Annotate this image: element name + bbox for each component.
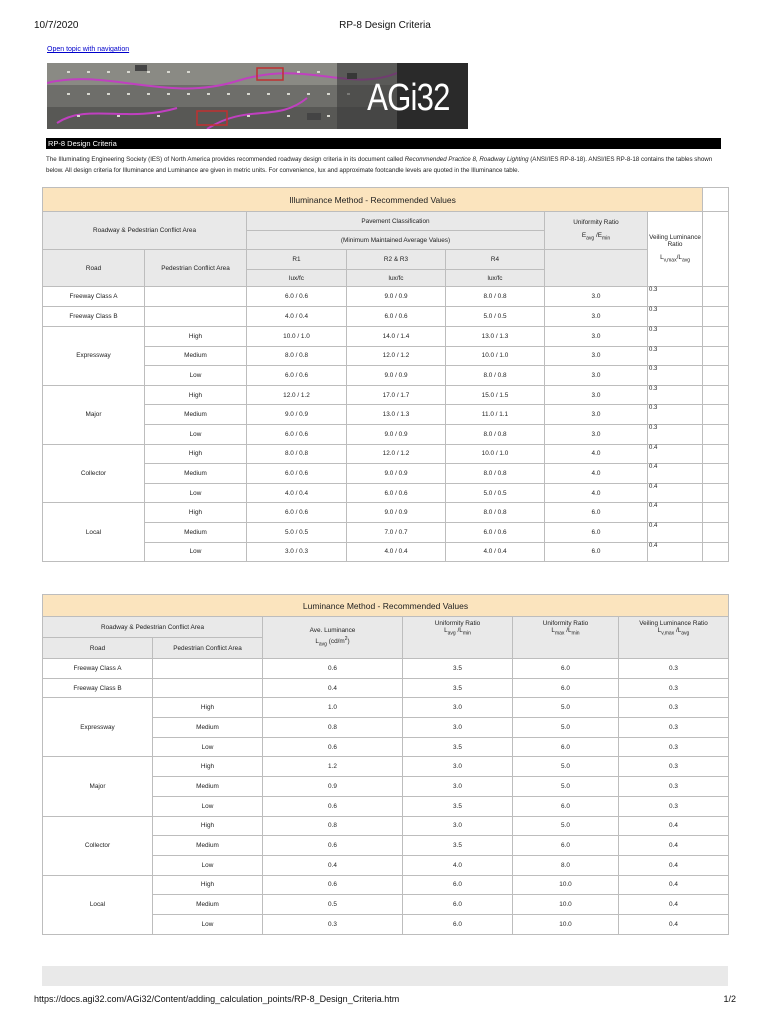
section-title-bar: RP-8 Design Criteria <box>46 138 721 149</box>
cell-u: 6.0 <box>545 542 648 562</box>
cell-v: 0.4 <box>648 542 703 562</box>
cell-r4: 4.0 / 0.4 <box>446 542 545 562</box>
cell-avg: 1.0 <box>263 698 403 718</box>
cell-road: Expressway <box>43 327 145 386</box>
lum-header-ped-conflict: Pedestrian Conflict Area <box>153 638 263 659</box>
table-pad-cell <box>703 483 729 503</box>
cell-v: 0.3 <box>648 327 703 347</box>
cell-u1: 4.0 <box>403 855 513 875</box>
cell-r1: 6.0 / 0.6 <box>247 503 347 523</box>
cell-u1: 3.0 <box>403 698 513 718</box>
cell-r23: 12.0 / 1.2 <box>347 346 446 366</box>
cell-v: 0.3 <box>648 307 703 327</box>
luminance-caption: Luminance Method - Recommended Values <box>43 595 729 617</box>
cell-ped: Medium <box>145 346 247 366</box>
cell-u2: 6.0 <box>513 737 619 757</box>
lum-header-avg: Ave. Luminance $L_{avg}$ $(cd/m^2)$ <box>263 617 403 659</box>
print-url: https://docs.agi32.com/AGi32/Content/adding_calculation_points/RP-8_Design_Criteria.htm <box>34 994 400 1004</box>
cell-road: Freeway Class A <box>43 659 153 679</box>
lum-header-roadway-area: Roadway & Pedestrian Conflict Area <box>43 617 263 638</box>
table-pad-cell <box>703 346 729 366</box>
cell-u: 3.0 <box>545 366 648 386</box>
cell-ped: Low <box>145 366 247 386</box>
cell-v: 0.3 <box>648 424 703 444</box>
illuminance-row <box>43 522 729 542</box>
table-pad-cell <box>703 307 729 327</box>
header-r1: R1 <box>247 250 347 270</box>
illuminance-row <box>43 424 729 444</box>
illuminance-row <box>43 444 729 464</box>
cell-ped: High <box>153 757 263 777</box>
cell-r23: 9.0 / 0.9 <box>347 366 446 386</box>
illuminance-table <box>42 187 729 562</box>
cell-ped: Low <box>153 796 263 816</box>
cell-road: Major <box>43 757 153 816</box>
luminance-row <box>43 698 729 718</box>
cell-r4: 8.0 / 0.8 <box>446 464 545 484</box>
cell-v: 0.4 <box>619 914 729 934</box>
table-pad-cell <box>703 405 729 425</box>
cell-u1: 3.0 <box>403 777 513 797</box>
cell-u1: 3.5 <box>403 678 513 698</box>
illuminance-row <box>43 464 729 484</box>
header-unit-r4: lux/fc <box>446 270 545 287</box>
lum-header-veiling: Veiling Luminance Ratio $L_{v,max}$ $/L_{avg}$ <box>619 617 729 659</box>
cell-v: 0.4 <box>648 464 703 484</box>
cell-v: 0.4 <box>619 855 729 875</box>
cell-ped: Low <box>145 542 247 562</box>
illuminance-row <box>43 405 729 425</box>
cell-ped: Medium <box>145 464 247 484</box>
intro-paragraph <box>46 155 721 176</box>
cell-ped: Low <box>145 424 247 444</box>
cell-road: Collector <box>43 444 145 503</box>
cell-u2: 10.0 <box>513 895 619 915</box>
cell-v: 0.4 <box>619 875 729 895</box>
cell-u1: 3.5 <box>403 737 513 757</box>
cell-v: 0.3 <box>648 366 703 386</box>
cell-v: 0.3 <box>648 385 703 405</box>
cell-road: Collector <box>43 816 153 875</box>
cell-avg: 0.4 <box>263 855 403 875</box>
cell-r1: 3.0 / 0.3 <box>247 542 347 562</box>
cell-ped: Medium <box>145 405 247 425</box>
cell-ped <box>145 287 247 307</box>
cell-u: 3.0 <box>545 327 648 347</box>
cell-r23: 4.0 / 0.4 <box>347 542 446 562</box>
cell-v: 0.4 <box>619 816 729 836</box>
roadway-rendering-image <box>47 63 397 129</box>
luminance-row <box>43 678 729 698</box>
cell-road: Major <box>43 385 145 444</box>
cell-u2: 8.0 <box>513 855 619 875</box>
cell-avg: 1.2 <box>263 757 403 777</box>
luminance-row <box>43 757 729 777</box>
cell-r1: 6.0 / 0.6 <box>247 424 347 444</box>
cell-road: Local <box>43 503 145 562</box>
cell-u: 3.0 <box>545 405 648 425</box>
table-pad-cell <box>703 327 729 347</box>
illuminance-row <box>43 327 729 347</box>
cell-r23: 9.0 / 0.9 <box>347 503 446 523</box>
agi32-banner <box>47 63 468 129</box>
cell-v: 0.4 <box>648 444 703 464</box>
lum-header-road: Road <box>43 638 153 659</box>
cell-v: 0.3 <box>619 777 729 797</box>
header-roadway-area: Roadway & Pedestrian Conflict Area <box>43 212 247 250</box>
cell-road: Local <box>43 875 153 934</box>
cell-v: 0.4 <box>619 895 729 915</box>
cell-avg: 0.6 <box>263 737 403 757</box>
cell-ped: Low <box>145 483 247 503</box>
cell-u1: 3.5 <box>403 659 513 679</box>
cell-road: Freeway Class B <box>43 678 153 698</box>
intro-text-2: (ANSI/IES RP-8-18). ANSI/IES RP-8-18 contains the tables shown below. All design criteria for Illuminance and Luminance are given in metric units. For convenience, lux and approximate footcandle levels are quoted in the Illuminance table. <box>46 156 713 174</box>
cell-r23: 9.0 / 0.9 <box>347 464 446 484</box>
cell-road: Freeway Class B <box>43 307 145 327</box>
cell-u2: 6.0 <box>513 678 619 698</box>
table-pad-cell <box>703 464 729 484</box>
cell-ped: Low <box>153 855 263 875</box>
cell-u: 4.0 <box>545 444 648 464</box>
cell-ped: High <box>153 698 263 718</box>
cell-u2: 6.0 <box>513 659 619 679</box>
print-date: 10/7/2020 <box>34 20 79 31</box>
cell-avg: 0.6 <box>263 875 403 895</box>
cell-v: 0.3 <box>619 737 729 757</box>
cell-u2: 6.0 <box>513 796 619 816</box>
intro-doc-name: Recommended Practice 8, Roadway Lighting <box>404 156 529 163</box>
cell-road: Freeway Class A <box>43 287 145 307</box>
cell-r1: 8.0 / 0.8 <box>247 346 347 366</box>
cell-v: 0.4 <box>648 483 703 503</box>
header-ped-conflict: Pedestrian Conflict Area <box>145 250 247 287</box>
header-r4: R4 <box>446 250 545 270</box>
cell-r23: 7.0 / 0.7 <box>347 522 446 542</box>
cell-v: 0.4 <box>619 836 729 856</box>
open-topic-link[interactable]: Open topic with navigation <box>47 46 130 53</box>
cell-u2: 10.0 <box>513 875 619 895</box>
cell-r1: 4.0 / 0.4 <box>247 483 347 503</box>
cell-avg: 0.6 <box>263 796 403 816</box>
cell-r1: 9.0 / 0.9 <box>247 405 347 425</box>
cell-avg: 0.8 <box>263 718 403 738</box>
cell-r1: 8.0 / 0.8 <box>247 444 347 464</box>
table-pad-cell <box>703 385 729 405</box>
table-pad-cell <box>703 188 729 212</box>
header-unit-r1: lux/fc <box>247 270 347 287</box>
cell-r23: 14.0 / 1.4 <box>347 327 446 347</box>
illuminance-body <box>43 287 729 562</box>
table-pad-cell <box>703 444 729 464</box>
cell-r4: 11.0 / 1.1 <box>446 405 545 425</box>
cell-u2: 10.0 <box>513 914 619 934</box>
cell-r23: 6.0 / 0.6 <box>347 307 446 327</box>
cell-v: 0.4 <box>648 503 703 523</box>
intro-text-1: The Illuminating Engineering Society (IES) of North America provides recommended roadway design criteria in its document called <box>46 156 405 163</box>
cell-v: 0.3 <box>619 678 729 698</box>
table-pad-cell <box>703 522 729 542</box>
table-pad-cell <box>703 503 729 523</box>
cell-r4: 8.0 / 0.8 <box>446 424 545 444</box>
cell-v: 0.3 <box>619 718 729 738</box>
cell-u1: 3.5 <box>403 796 513 816</box>
cell-ped: Medium <box>153 895 263 915</box>
cell-avg: 0.3 <box>263 914 403 934</box>
illuminance-row <box>43 483 729 503</box>
cell-u: 4.0 <box>545 483 648 503</box>
cell-r1: 4.0 / 0.4 <box>247 307 347 327</box>
illuminance-row <box>43 542 729 562</box>
illuminance-row <box>43 287 729 307</box>
cell-r4: 10.0 / 1.0 <box>446 444 545 464</box>
cell-u1: 6.0 <box>403 895 513 915</box>
cell-u1: 3.0 <box>403 718 513 738</box>
luminance-table <box>42 594 729 935</box>
cell-r4: 5.0 / 0.5 <box>446 307 545 327</box>
illuminance-row <box>43 385 729 405</box>
header-unit-r2r3: lux/fc <box>347 270 446 287</box>
cell-r4: 5.0 / 0.5 <box>446 483 545 503</box>
table-pad-cell <box>703 542 729 562</box>
cell-r4: 10.0 / 1.0 <box>446 346 545 366</box>
print-page-number: 1/2 <box>723 994 736 1004</box>
cell-ped: Medium <box>153 836 263 856</box>
luminance-body <box>43 659 729 935</box>
cell-u: 4.0 <box>545 464 648 484</box>
cell-ped: Medium <box>145 522 247 542</box>
cell-avg: 0.6 <box>263 836 403 856</box>
cell-v: 0.3 <box>619 698 729 718</box>
cell-avg: 0.8 <box>263 816 403 836</box>
page-footer-band <box>42 966 728 986</box>
cell-r23: 13.0 / 1.3 <box>347 405 446 425</box>
cell-u: 6.0 <box>545 503 648 523</box>
cell-ped: Medium <box>153 718 263 738</box>
cell-r4: 15.0 / 1.5 <box>446 385 545 405</box>
cell-r23: 6.0 / 0.6 <box>347 483 446 503</box>
cell-u2: 5.0 <box>513 757 619 777</box>
header-pavement-sub: (Minimum Maintained Average Values) <box>247 231 545 250</box>
agi32-logo: AGi32 <box>367 77 450 119</box>
print-title: RP-8 Design Criteria <box>339 20 431 31</box>
cell-u2: 5.0 <box>513 777 619 797</box>
cell-u: 3.0 <box>545 385 648 405</box>
cell-u1: 3.5 <box>403 836 513 856</box>
cell-u2: 5.0 <box>513 816 619 836</box>
table-pad-cell <box>703 212 729 287</box>
table-pad-cell <box>703 424 729 444</box>
cell-u1: 3.0 <box>403 757 513 777</box>
illuminance-row <box>43 503 729 523</box>
header-r2r3: R2 & R3 <box>347 250 446 270</box>
header-uniformity: Uniformity Ratio $E_{avg}$ $/E_{min}$ <box>545 212 648 250</box>
cell-u: 3.0 <box>545 287 648 307</box>
header-uniformity-blank <box>545 250 648 287</box>
cell-r4: 8.0 / 0.8 <box>446 503 545 523</box>
illuminance-row <box>43 346 729 366</box>
illuminance-caption: Illuminance Method - Recommended Values <box>43 188 703 212</box>
cell-v: 0.3 <box>619 659 729 679</box>
cell-avg: 0.9 <box>263 777 403 797</box>
luminance-row <box>43 659 729 679</box>
header-road: Road <box>43 250 145 287</box>
cell-u2: 6.0 <box>513 836 619 856</box>
cell-ped: High <box>145 327 247 347</box>
cell-u: 6.0 <box>545 522 648 542</box>
luminance-row <box>43 816 729 836</box>
cell-v: 0.3 <box>648 346 703 366</box>
table-pad-cell <box>703 366 729 386</box>
cell-avg: 0.6 <box>263 659 403 679</box>
cell-u2: 5.0 <box>513 698 619 718</box>
cell-ped <box>145 307 247 327</box>
cell-ped: High <box>145 444 247 464</box>
cell-avg: 0.4 <box>263 678 403 698</box>
cell-u: 3.0 <box>545 424 648 444</box>
cell-ped: High <box>145 503 247 523</box>
cell-r4: 8.0 / 0.8 <box>446 287 545 307</box>
cell-v: 0.3 <box>619 757 729 777</box>
cell-r4: 13.0 / 1.3 <box>446 327 545 347</box>
cell-ped: High <box>153 875 263 895</box>
cell-r1: 5.0 / 0.5 <box>247 522 347 542</box>
cell-ped: High <box>153 816 263 836</box>
cell-ped <box>153 659 263 679</box>
cell-r1: 10.0 / 1.0 <box>247 327 347 347</box>
header-veiling: Veiling Luminance Ratio $L_{v,max}/L_{avg}$ <box>648 212 703 287</box>
cell-ped: Medium <box>153 777 263 797</box>
cell-v: 0.3 <box>648 405 703 425</box>
cell-v: 0.3 <box>648 287 703 307</box>
table-pad-cell <box>703 287 729 307</box>
cell-r1: 12.0 / 1.2 <box>247 385 347 405</box>
cell-u1: 6.0 <box>403 875 513 895</box>
lum-header-uniformity-2: Uniformity Ratio $L_{max}$ $/L_{min}$ <box>513 617 619 659</box>
cell-ped: Low <box>153 737 263 757</box>
cell-r23: 9.0 / 0.9 <box>347 287 446 307</box>
cell-r23: 12.0 / 1.2 <box>347 444 446 464</box>
illuminance-row <box>43 366 729 386</box>
cell-r4: 6.0 / 0.6 <box>446 522 545 542</box>
cell-r1: 6.0 / 0.6 <box>247 464 347 484</box>
cell-ped: High <box>145 385 247 405</box>
cell-ped: Low <box>153 914 263 934</box>
cell-ped <box>153 678 263 698</box>
cell-r23: 17.0 / 1.7 <box>347 385 446 405</box>
header-pavement: Pavement Classification <box>247 212 545 231</box>
cell-u1: 6.0 <box>403 914 513 934</box>
print-header <box>34 20 736 32</box>
lum-header-uniformity-1: Uniformity Ratio $L_{avg}$ $/L_{min}$ <box>403 617 513 659</box>
cell-u1: 3.0 <box>403 816 513 836</box>
cell-road: Expressway <box>43 698 153 757</box>
cell-r1: 6.0 / 0.6 <box>247 287 347 307</box>
cell-u2: 5.0 <box>513 718 619 738</box>
cell-v: 0.4 <box>648 522 703 542</box>
cell-u: 3.0 <box>545 346 648 366</box>
luminance-row <box>43 875 729 895</box>
cell-avg: 0.5 <box>263 895 403 915</box>
illuminance-row <box>43 307 729 327</box>
cell-r4: 8.0 / 0.8 <box>446 366 545 386</box>
cell-u: 3.0 <box>545 307 648 327</box>
cell-r1: 6.0 / 0.6 <box>247 366 347 386</box>
cell-v: 0.3 <box>619 796 729 816</box>
cell-r23: 9.0 / 0.9 <box>347 424 446 444</box>
